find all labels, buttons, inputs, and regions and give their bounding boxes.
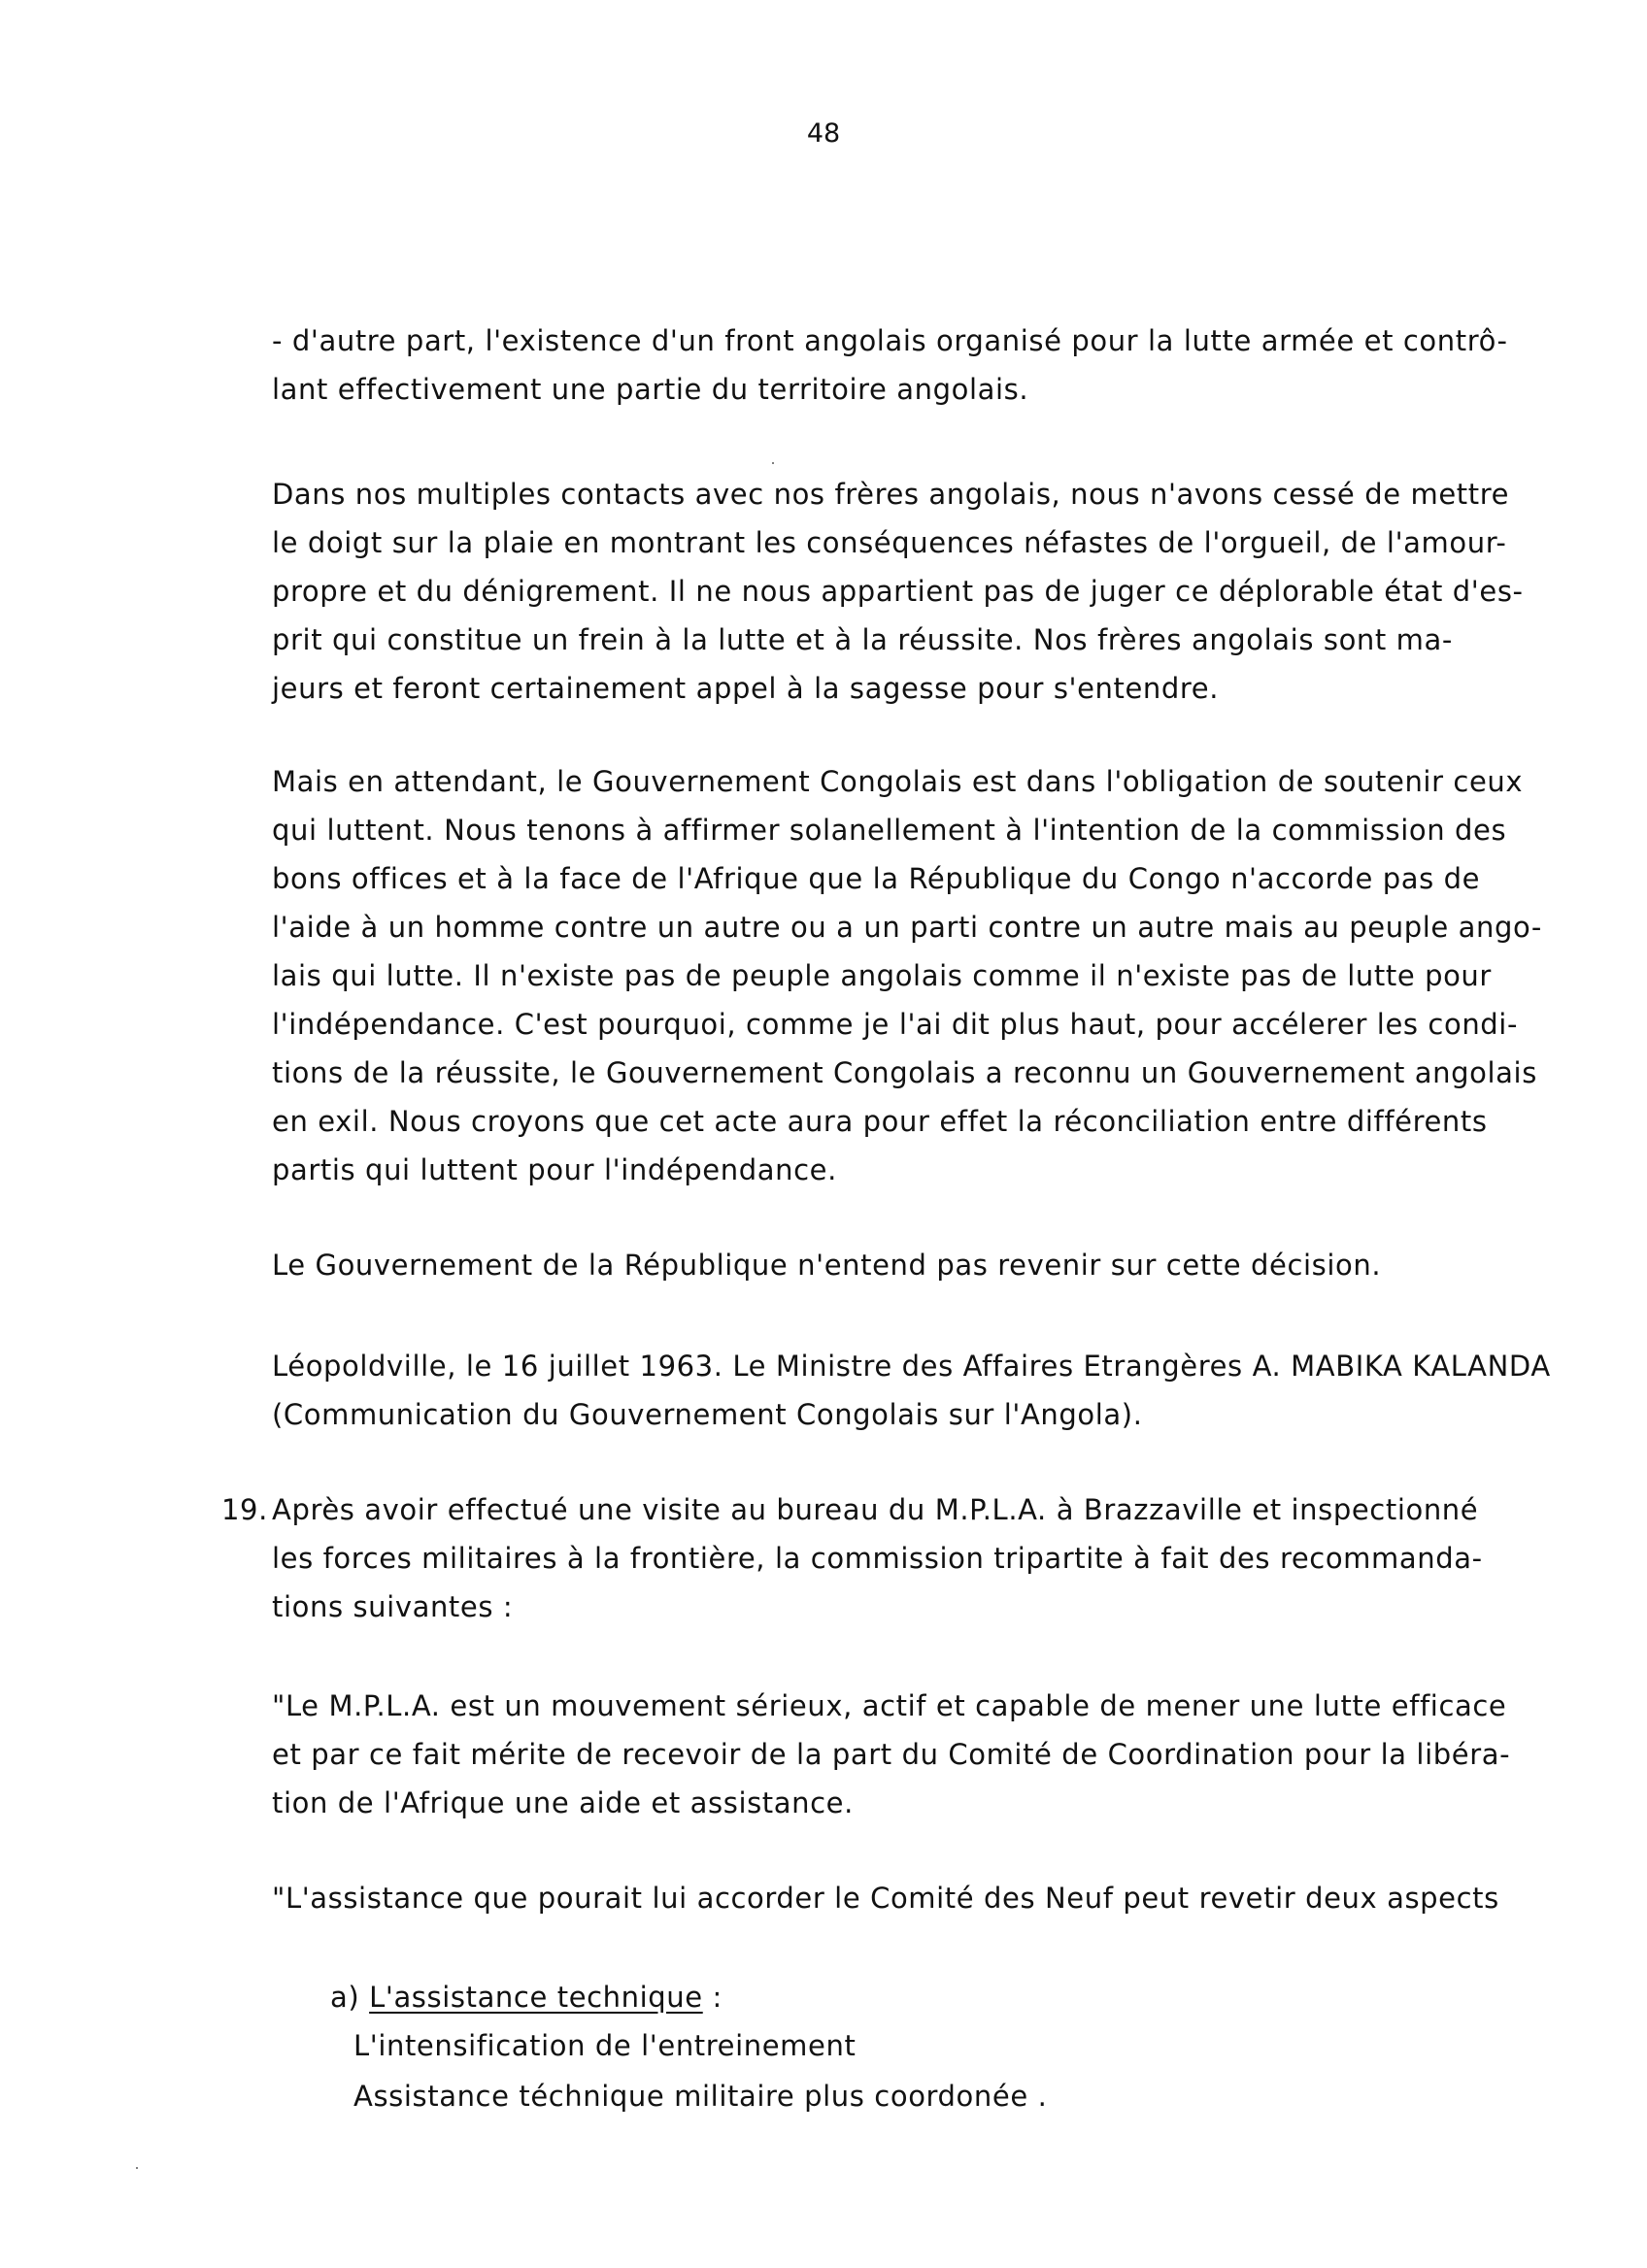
quote-mpla xyxy=(272,1682,1573,1827)
list-subitem: Assistance téchnique militaire plus coordonée . xyxy=(353,2080,1048,2113)
text-line: le doigt sur la plaie en montrant les conséquences néfastes de l'orgueil, de l'amour- xyxy=(272,526,1507,559)
page-number: 48 xyxy=(806,118,841,149)
text-line: en exil. Nous croyons que cet acte aura pour effet la réconciliation entre différents xyxy=(272,1105,1488,1138)
list-subitem: L'intensification de l'entreinement xyxy=(353,2029,857,2062)
text-line xyxy=(221,1485,1573,1534)
text-line: Dans nos multiples contacts avec nos frères angolais, nous n'avons cessé de mettre xyxy=(272,478,1510,511)
text-line: Mais en attendant, le Gouvernement Congolais est dans l'obligation de soutenir ceux xyxy=(272,765,1524,798)
text-line: Léopoldville, le 16 juillet 1963. Le Ministre des Affaires Etrangères A. MABIKA KALANDA xyxy=(272,1350,1551,1383)
list-item-heading: L'assistance technique xyxy=(369,1981,703,2014)
list-item-label: a) xyxy=(330,1981,370,2014)
text-line: "Le M.P.L.A. est un mouvement sérieux, actif et capable de mener une lutte efficace xyxy=(272,1689,1507,1722)
paragraph-number: 19. xyxy=(221,1493,268,1526)
text-line: tion de l'Afrique une aide et assistance. xyxy=(272,1786,854,1819)
text-line: les forces militaires à la frontière, la commission tripartite à fait des recommanda- xyxy=(272,1542,1483,1575)
text-line: prit qui constitue un frein à la lutte et à la réussite. Nos frères angolais sont ma- xyxy=(272,623,1453,656)
list-item-a xyxy=(330,1973,723,2021)
text-line: (Communication du Gouvernement Congolais sur l'Angola). xyxy=(272,1398,1143,1431)
scan-speck xyxy=(136,2167,138,2169)
text-line: et par ce fait mérite de recevoir de la part du Comité de Coordination pour la libéra- xyxy=(272,1738,1511,1771)
paragraph-front-angolais xyxy=(272,317,1573,414)
text-line: lant effectivement une partie du territoire angolais. xyxy=(272,373,1029,406)
paragraph-decision xyxy=(272,1241,1573,1289)
text-line: jeurs et feront certainement appel à la sagesse pour s'entendre. xyxy=(272,672,1220,705)
list-item-colon: : xyxy=(702,1981,723,2014)
paragraph-gouvernement xyxy=(272,757,1573,1194)
scan-speck xyxy=(772,462,774,464)
text-line-content: Après avoir effectué une visite au bureau du M.P.L.A. à Brazzaville et inspectionné xyxy=(272,1493,1479,1526)
text-line: partis qui luttent pour l'indépendance. xyxy=(272,1153,837,1186)
text-line: tions de la réussite, le Gouvernement Congolais a reconnu un Gouvernement angolais xyxy=(272,1056,1537,1089)
text-line: Le Gouvernement de la République n'entend pas revenir sur cette décision. xyxy=(272,1249,1382,1282)
text-line: qui luttent. Nous tenons à affirmer solanellement à l'intention de la commission des xyxy=(272,814,1507,847)
text-line: l'indépendance. C'est pourquoi, comme je l'ai dit plus haut, pour accélerer les condi- xyxy=(272,1008,1519,1041)
text-line: - d'autre part, l'existence d'un front angolais organisé pour la lutte armée et contrô- xyxy=(272,324,1508,357)
text-line: l'aide à un homme contre un autre ou a un parti contre un autre mais au peuple ango- xyxy=(272,911,1542,944)
text-line: bons offices et à la face de l'Afrique que la République du Congo n'accorde pas de xyxy=(272,862,1481,895)
text-line: lais qui lutte. Il n'existe pas de peuple angolais comme il n'existe pas de lutte pour xyxy=(272,959,1492,992)
text-line: propre et du dénigrement. Il ne nous appartient pas de juger ce déplorable état d'es- xyxy=(272,575,1524,608)
text-line: "L'assistance que pourait lui accorder le Comité des Neuf peut revetir deux aspects xyxy=(272,1882,1499,1915)
paragraph-contacts xyxy=(272,470,1573,713)
text-line: tions suivantes : xyxy=(272,1590,514,1623)
paragraph-signature xyxy=(272,1342,1573,1439)
quote-assistance xyxy=(272,1874,1573,1922)
numbered-paragraph-19 xyxy=(221,1485,1573,1631)
